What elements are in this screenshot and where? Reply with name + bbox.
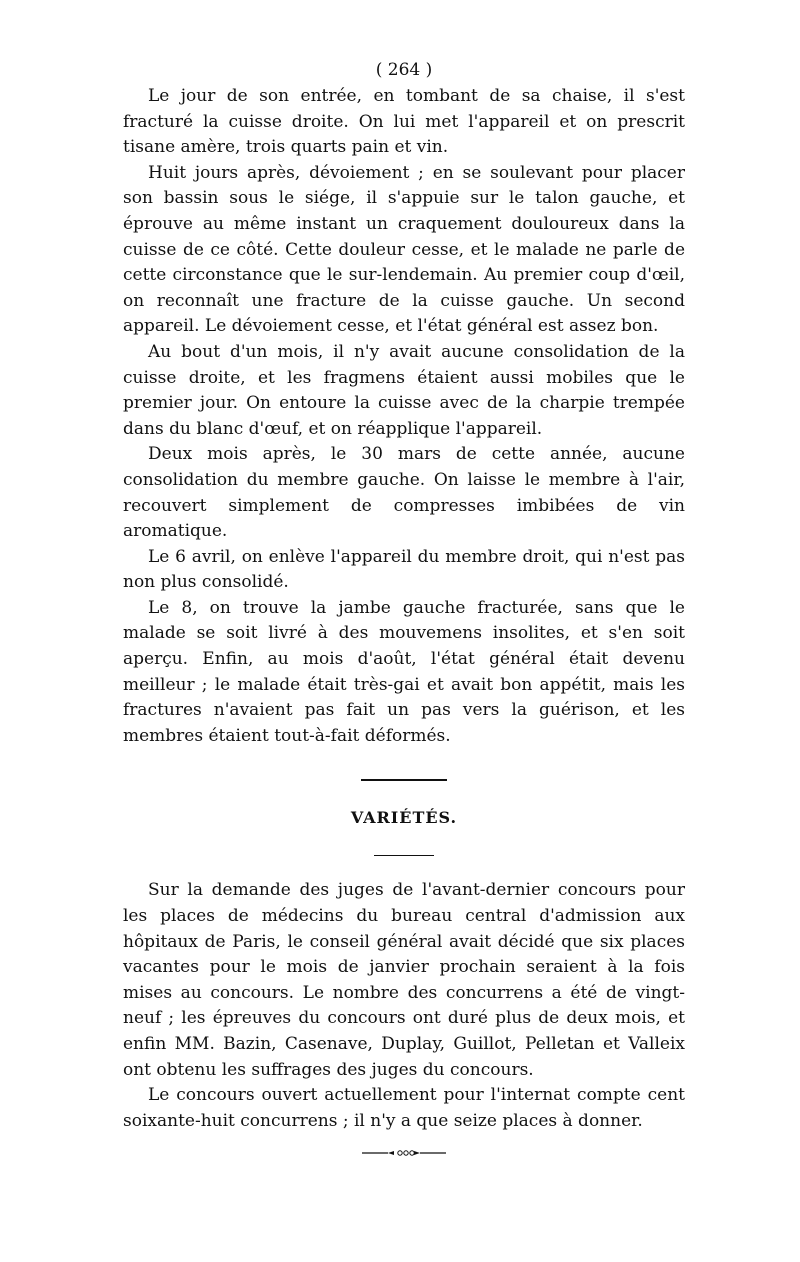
paragraph: Le 6 avril, on enlève l'appareil du membre droit, qui n'est pas non plus consolidé.: [123, 546, 685, 593]
paragraph: Deux mois après, le 30 mars de cette année, aucune consolidation du membre gauche. On laisse le membre à l'air, recouvert simplement de compresses imbibées de vin aromatique.: [123, 444, 685, 542]
fleuron-ornament-icon: [360, 1148, 448, 1158]
section-title: VARIÉTÉS.: [350, 808, 458, 828]
section-divider-top: [361, 779, 447, 781]
paragraph: Huit jours après, dévoiement ; en se soulevant pour placer son bassin sous le siége, il s'appuie sur le talon gauche, et éprouve au même instant un craquement douloureux dans la cuisse de ce côté. Cette douleur cesse, et le malade ne parle de cette circonstance que le sur-lendemain. Au premier coup d'œil, on reconnaît une fracture de la cuisse gauche. Un second appareil. Le dévoiement cesse, et l'état général est assez bon.: [123, 162, 685, 337]
varietes-section: [123, 878, 685, 1134]
section-divider-bottom: [374, 855, 434, 856]
case-report: [123, 84, 685, 749]
page: [123, 58, 685, 1158]
paragraph: Le 8, on trouve la jambe gauche fracturée, sans que le malade se soit livré à des mouvemens insolites, et s'en soit aperçu. Enfin, au mois d'août, l'état général était devenu meilleur ; le malade était très-gai et avait bon appétit, mais les fractures n'avaient pas fait un pas vers la guérison, et les membres étaient tout-à-fait déformés.: [123, 597, 685, 746]
paragraph: Au bout d'un mois, il n'y avait aucune consolidation de la cuisse droite, et les fragmens étaient aussi mobiles que le premier jour. On entoure la cuisse avec de la charpie trempée dans du blanc d'œuf, et on réapplique l'appareil.: [123, 341, 685, 439]
paragraph: Le jour de son entrée, en tombant de sa chaise, il s'est fracturé la cuisse droite. On lui met l'appareil et on prescrit tisane amère, trois quarts pain et vin.: [123, 86, 685, 158]
paragraph: Le concours ouvert actuellement pour l'internat compte cent soixante-huit concurrens ; il n'y a que seize places à donner.: [123, 1085, 685, 1131]
paragraph: Sur la demande des juges de l'avant-dernier concours pour les places de médecins du bureau central d'admission aux hôpitaux de Paris, le conseil général avait décidé que six places vacantes pour le mois de janvier prochain seraient à la fois mises au concours. Le nombre des concurrens a été de vingt-neuf ; les épreuves du concours ont duré plus de deux mois, et enfin MM. Bazin, Casenave, Duplay, Guillot, Pelletan et Valleix ont obtenu les suffrages des juges du concours.: [123, 880, 685, 1080]
page-number: ( 264 ): [375, 60, 433, 80]
